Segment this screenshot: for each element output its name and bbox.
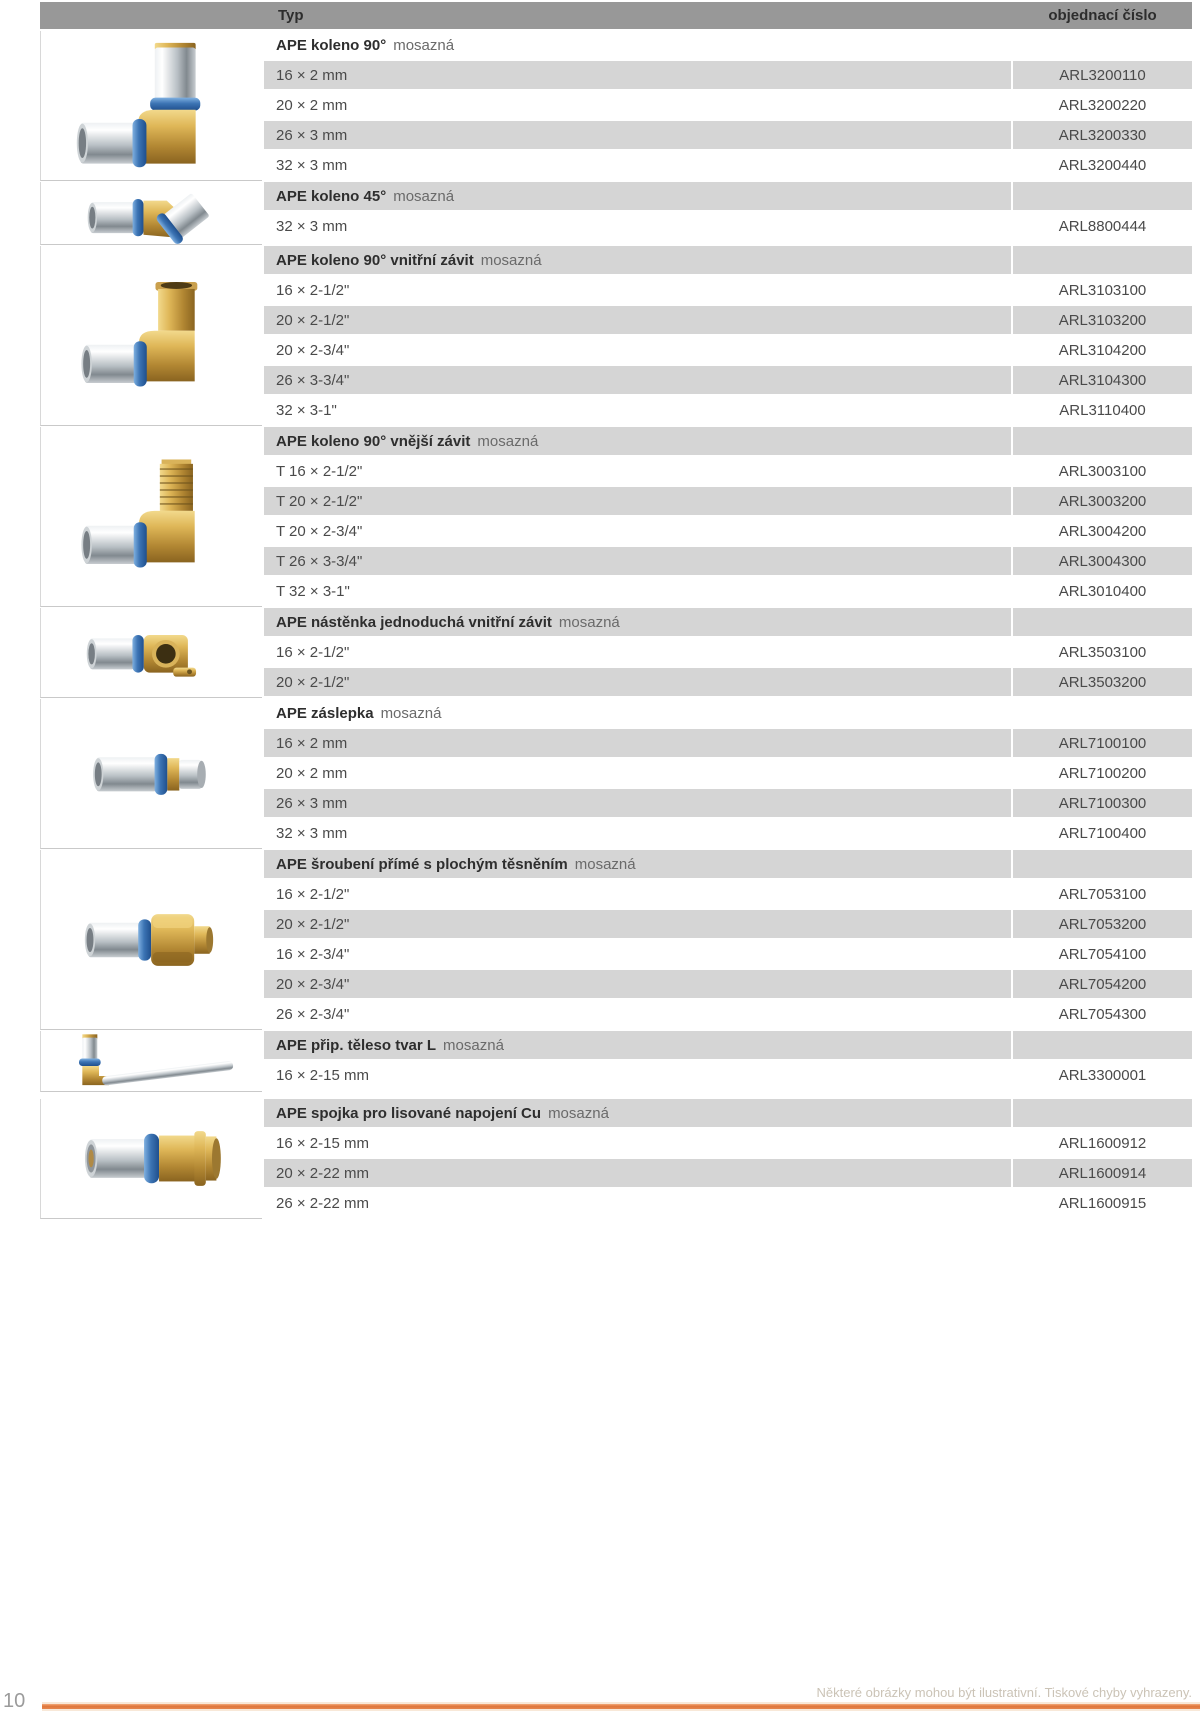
product-row <box>264 1000 1192 1028</box>
section-title: APE přip. těleso tvar L <box>276 1036 437 1054</box>
order-number-cell: ARL7100300 <box>1013 789 1192 817</box>
section-header-row <box>264 1099 1192 1127</box>
order-number-cell: ARL3003200 <box>1013 487 1192 515</box>
straight-union-icon <box>40 850 262 1030</box>
order-number-cell: ARL1600915 <box>1013 1189 1192 1217</box>
wallplate-elbow-icon <box>40 608 262 698</box>
size-cell: 26 × 2-3/4" <box>264 1000 1011 1028</box>
order-number-cell-empty <box>1013 1099 1192 1127</box>
order-number-cell: ARL3010400 <box>1013 577 1192 605</box>
section-header-row <box>264 699 1192 727</box>
order-number-cell: ARL3200330 <box>1013 121 1192 149</box>
size-cell: 26 × 3-3/4" <box>264 366 1011 394</box>
elbow-45-icon <box>40 182 262 245</box>
order-number-cell: ARL7054300 <box>1013 1000 1192 1028</box>
cu-press-coupling-icon <box>40 1099 262 1219</box>
section-title: APE záslepka <box>276 704 374 722</box>
product-table <box>40 2 1192 1220</box>
section-header-row <box>264 427 1192 455</box>
product-row <box>264 121 1192 149</box>
size-cell: 26 × 3 mm <box>264 789 1011 817</box>
order-number-cell: ARL3503100 <box>1013 638 1192 666</box>
size-cell: 26 × 3 mm <box>264 121 1011 149</box>
product-row <box>264 1159 1192 1187</box>
product-row <box>264 61 1192 89</box>
order-number-cell: ARL1600912 <box>1013 1129 1192 1157</box>
product-row <box>264 1061 1192 1089</box>
table-header-row <box>40 2 1192 29</box>
size-cell: 16 × 2 mm <box>264 61 1011 89</box>
section-material: mosazná <box>548 1104 609 1122</box>
product-section <box>40 31 1192 181</box>
product-row <box>264 396 1192 424</box>
size-cell: 16 × 2-15 mm <box>264 1129 1011 1157</box>
section-material: mosazná <box>558 613 620 631</box>
product-row <box>264 487 1192 515</box>
column-header-typ: Typ <box>278 7 304 24</box>
order-number-cell: ARL7053100 <box>1013 880 1192 908</box>
section-header-row <box>264 182 1192 210</box>
product-section <box>40 608 1192 698</box>
product-row <box>264 547 1192 575</box>
section-material: mosazná <box>443 1036 504 1054</box>
order-number-cell: ARL7100400 <box>1013 819 1192 847</box>
section-header-row <box>264 850 1192 878</box>
product-row <box>264 759 1192 787</box>
size-cell: 20 × 2 mm <box>264 91 1011 119</box>
product-section <box>40 699 1192 849</box>
size-cell: 20 × 2 mm <box>264 759 1011 787</box>
order-number-cell: ARL3200440 <box>1013 151 1192 179</box>
column-header-order-number: objednací číslo <box>1048 7 1157 24</box>
page-number: 10 <box>3 1690 26 1712</box>
section-title: APE spojka pro lisované napojení Cu <box>276 1104 542 1122</box>
product-row <box>264 729 1192 757</box>
size-cell: 32 × 3 mm <box>264 151 1011 179</box>
order-number-cell: ARL7100100 <box>1013 729 1192 757</box>
product-row <box>264 457 1192 485</box>
product-row <box>264 638 1192 666</box>
footer-accent-bar <box>42 1702 1200 1711</box>
order-number-cell: ARL3004300 <box>1013 547 1192 575</box>
order-number-cell: ARL3104200 <box>1013 336 1192 364</box>
product-row <box>264 577 1192 605</box>
size-cell: 20 × 2-3/4" <box>264 970 1011 998</box>
section-title: APE koleno 90° vnější závit <box>276 432 471 450</box>
product-row <box>264 970 1192 998</box>
product-row <box>264 276 1192 304</box>
product-row <box>264 789 1192 817</box>
order-number-cell-empty <box>1013 427 1192 455</box>
product-row <box>264 517 1192 545</box>
size-cell: 20 × 2-3/4" <box>264 336 1011 364</box>
product-row <box>264 880 1192 908</box>
order-number-cell-empty <box>1013 246 1192 274</box>
order-number-cell: ARL7054200 <box>1013 970 1192 998</box>
section-title: APE koleno 90° vnitřní závit <box>276 251 474 269</box>
order-number-cell: ARL7100200 <box>1013 759 1192 787</box>
order-number-cell: ARL8800444 <box>1013 212 1192 240</box>
size-cell: 32 × 3 mm <box>264 819 1011 847</box>
order-number-cell: ARL3103100 <box>1013 276 1192 304</box>
order-number-cell: ARL3200220 <box>1013 91 1192 119</box>
product-row <box>264 940 1192 968</box>
order-number-cell: ARL7054100 <box>1013 940 1192 968</box>
section-header-row <box>264 608 1192 636</box>
section-header-row <box>264 1031 1192 1059</box>
footer-disclaimer: Některé obrázky mohou být ilustrativní. Tiskové chyby vyhrazeny. <box>816 1685 1192 1700</box>
product-section <box>40 182 1192 245</box>
size-cell: T 26 × 3-3/4" <box>264 547 1011 575</box>
plug-icon <box>40 699 262 849</box>
order-number-cell: ARL3300001 <box>1013 1061 1192 1089</box>
section-material: mosazná <box>477 432 539 450</box>
section-material: mosazná <box>393 36 455 54</box>
size-cell: 16 × 2-15 mm <box>264 1061 1011 1089</box>
order-number-cell-empty <box>1013 31 1192 59</box>
order-number-cell-empty <box>1013 699 1192 727</box>
product-row <box>264 306 1192 334</box>
section-header-row <box>264 246 1192 274</box>
product-row <box>264 819 1192 847</box>
product-row <box>264 151 1192 179</box>
section-material: mosazná <box>574 855 636 873</box>
section-title: APE koleno 90° <box>276 36 387 54</box>
l-shape-connection-body-icon <box>40 1031 262 1092</box>
section-material: mosazná <box>480 251 542 269</box>
size-cell: T 32 × 3-1" <box>264 577 1011 605</box>
order-number-cell-empty <box>1013 1031 1192 1059</box>
order-number-cell: ARL1600914 <box>1013 1159 1192 1187</box>
size-cell: 32 × 3-1" <box>264 396 1011 424</box>
product-row <box>264 366 1192 394</box>
size-cell: 20 × 2-1/2" <box>264 668 1011 696</box>
order-number-cell: ARL3200110 <box>1013 61 1192 89</box>
product-section <box>40 246 1192 426</box>
size-cell: 16 × 2-1/2" <box>264 276 1011 304</box>
product-section <box>40 427 1192 607</box>
product-section <box>40 1031 1192 1092</box>
product-row <box>264 1189 1192 1217</box>
product-row <box>264 91 1192 119</box>
order-number-cell: ARL3104300 <box>1013 366 1192 394</box>
size-cell: 16 × 2-1/2" <box>264 638 1011 666</box>
order-number-cell: ARL3503200 <box>1013 668 1192 696</box>
elbow-90-female-thread-icon <box>40 246 262 426</box>
size-cell: T 20 × 2-1/2" <box>264 487 1011 515</box>
product-row <box>264 910 1192 938</box>
order-number-cell-empty <box>1013 850 1192 878</box>
order-number-cell: ARL3003100 <box>1013 457 1192 485</box>
product-row <box>264 668 1192 696</box>
order-number-cell: ARL7053200 <box>1013 910 1192 938</box>
size-cell: 16 × 2 mm <box>264 729 1011 757</box>
section-title: APE nástěnka jednoduchá vnitřní závit <box>276 613 552 631</box>
size-cell: T 20 × 2-3/4" <box>264 517 1011 545</box>
size-cell: 26 × 2-22 mm <box>264 1189 1011 1217</box>
section-header-row <box>264 31 1192 59</box>
size-cell: 32 × 3 mm <box>264 212 1011 240</box>
product-row <box>264 212 1192 240</box>
order-number-cell: ARL3110400 <box>1013 396 1192 424</box>
product-section <box>40 1099 1192 1219</box>
section-title: APE koleno 45° <box>276 187 387 205</box>
size-cell: 20 × 2-1/2" <box>264 306 1011 334</box>
product-row <box>264 336 1192 364</box>
size-cell: 16 × 2-1/2" <box>264 880 1011 908</box>
section-title: APE šroubení přímé s plochým těsněním <box>276 855 568 873</box>
order-number-cell: ARL3004200 <box>1013 517 1192 545</box>
order-number-cell: ARL3103200 <box>1013 306 1192 334</box>
section-material: mosazná <box>393 187 455 205</box>
section-material: mosazná <box>380 704 442 722</box>
elbow-90-male-thread-icon <box>40 427 262 607</box>
order-number-cell-empty <box>1013 182 1192 210</box>
size-cell: 20 × 2-1/2" <box>264 910 1011 938</box>
size-cell: 20 × 2-22 mm <box>264 1159 1011 1187</box>
order-number-cell-empty <box>1013 608 1192 636</box>
table-body <box>40 31 1192 1219</box>
product-section <box>40 850 1192 1030</box>
size-cell: T 16 × 2-1/2" <box>264 457 1011 485</box>
size-cell: 16 × 2-3/4" <box>264 940 1011 968</box>
elbow-90-icon <box>40 31 262 181</box>
product-row <box>264 1129 1192 1157</box>
